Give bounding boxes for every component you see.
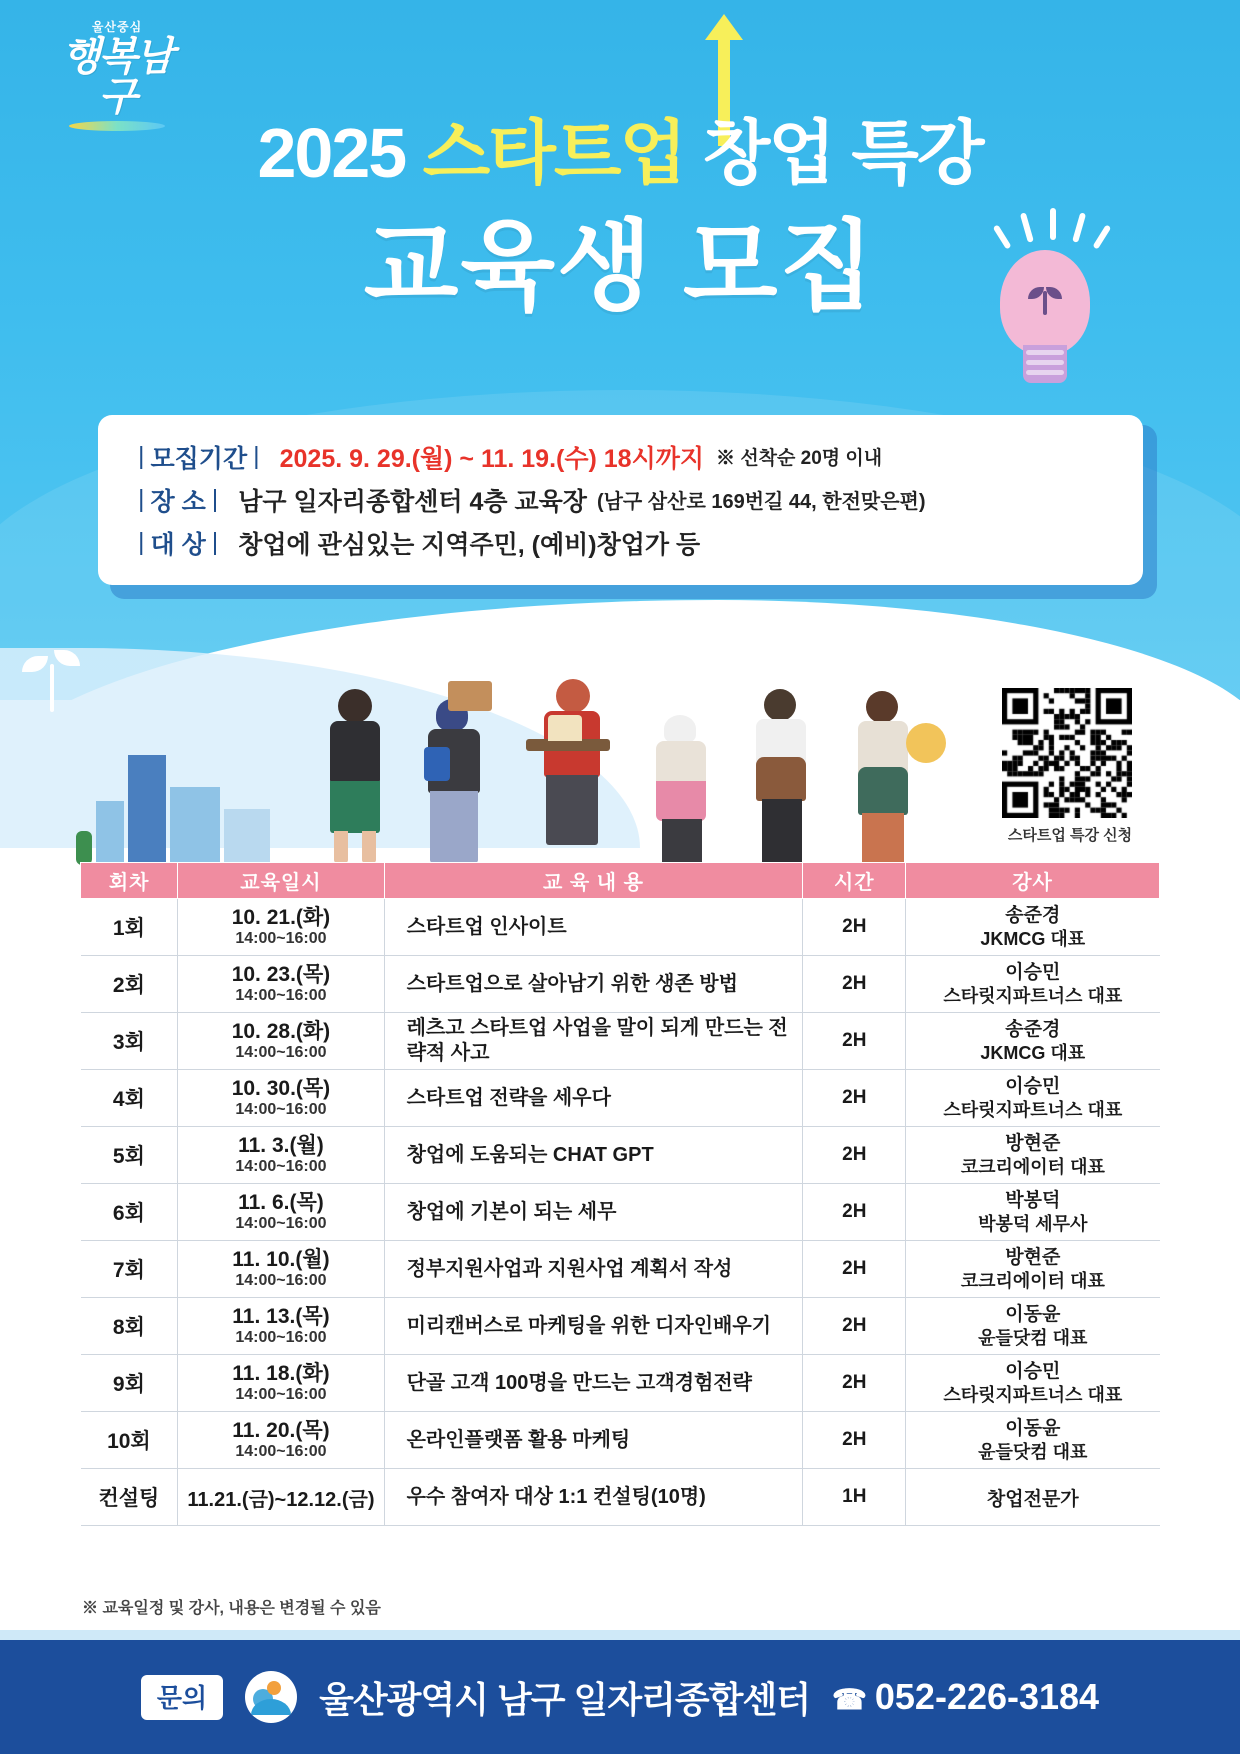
- cell-hours: 2H: [803, 1070, 906, 1127]
- table-note: ※ 교육일정 및 강사, 내용은 변경될 수 있음: [82, 1600, 381, 1617]
- title-suffix: 창업 특강: [685, 114, 983, 192]
- lecturer-org: 윤들닷컴 대표: [978, 1327, 1088, 1348]
- cell-date-day: 11. 10.(월): [232, 1247, 330, 1271]
- inquiry-badge: 문의: [141, 1675, 223, 1720]
- cell-session-no: 5회: [81, 1127, 178, 1184]
- center-logo-icon: [245, 1671, 297, 1723]
- info-row-place: [132, 478, 1109, 521]
- lecturer-name: 이승민: [1005, 961, 1061, 983]
- lecturer-name: 송준경: [1005, 904, 1061, 926]
- cell-date-time: 14:00~16:00: [235, 1272, 327, 1290]
- info-note-place: (남구 삼산로 169번길 44, 한전맞은편): [596, 491, 926, 513]
- table-head: [81, 863, 1160, 899]
- qr-code-image[interactable]: [1002, 688, 1132, 818]
- person-illustration: [640, 695, 730, 865]
- lecturer-org: 코크리에이터 대표: [960, 1270, 1105, 1291]
- cell-session-no: 3회: [81, 1013, 178, 1070]
- cell-date: [178, 1127, 384, 1184]
- cell-lecturer: [906, 1298, 1160, 1355]
- table-row: [81, 1355, 1160, 1412]
- footer-bar: [0, 1640, 1240, 1754]
- phone-icon: ☎: [832, 1684, 867, 1715]
- cell-lecturer: [906, 1127, 1160, 1184]
- table-row: [81, 1298, 1160, 1355]
- logo-top-text: 울산중심: [91, 20, 143, 34]
- cell-date-day: 11. 13.(목): [232, 1304, 330, 1328]
- lecturer-name: 이승민: [1005, 1360, 1061, 1382]
- lecturer-name: 방현준: [1005, 1246, 1061, 1268]
- cell-date-day: 10. 30.(목): [231, 1076, 331, 1100]
- qr-code-block[interactable]: [1002, 688, 1138, 845]
- cell-hours: 2H: [803, 1355, 906, 1412]
- cell-date-time: 14:00~16:00: [235, 1044, 327, 1062]
- cell-title: 스타트업으로 살아남기 위한 생존 방법: [384, 956, 803, 1013]
- schedule-table: [80, 862, 1160, 1526]
- cell-date-day: 10. 21.(화): [231, 905, 331, 929]
- cell-date-day: 11. 18.(화): [232, 1361, 330, 1385]
- namgu-logo: [52, 18, 182, 119]
- building-icon: [224, 809, 270, 865]
- th-time: 시간: [803, 863, 906, 899]
- lecturer-name: 송준경: [1005, 1018, 1061, 1040]
- info-row-target: [132, 521, 1109, 564]
- info-label-text: 장 소: [150, 487, 206, 516]
- title-line-1: [0, 114, 1240, 192]
- cell-title: 창업에 도움되는 CHAT GPT: [384, 1127, 803, 1184]
- cell-hours: 2H: [803, 1298, 906, 1355]
- info-label-text: 대 상: [150, 530, 206, 559]
- cell-title: 창업에 기본이 되는 세무: [384, 1184, 803, 1241]
- lightbulb-base-icon: [1023, 345, 1067, 383]
- cell-lecturer: [906, 1412, 1160, 1469]
- cell-lecturer: [906, 1184, 1160, 1241]
- cell-date-time: 14:00~16:00: [235, 1101, 327, 1119]
- person-illustration: [310, 685, 400, 865]
- title-prefix: 2025: [257, 114, 423, 192]
- lecturer-name: 방현준: [1005, 1132, 1061, 1154]
- cell-date-time: 14:00~16:00: [235, 1386, 327, 1404]
- cell-lecturer: [906, 1013, 1160, 1070]
- cell-hours: 2H: [803, 1184, 906, 1241]
- person-illustration: [840, 687, 950, 865]
- table-row: [81, 956, 1160, 1013]
- cell-session-no: 4회: [81, 1070, 178, 1127]
- table-row: [81, 1127, 1160, 1184]
- cell-session-no: 7회: [81, 1241, 178, 1298]
- building-icon: [170, 787, 220, 865]
- footer-org-name: 울산광역시 남구 일자리종합센터: [319, 1678, 810, 1720]
- qr-caption: 스타트업 특강 신청: [1007, 827, 1133, 844]
- cell-hours: 2H: [803, 899, 906, 956]
- cell-date-time: 14:00~16:00: [235, 1443, 327, 1461]
- cell-session-no: 8회: [81, 1298, 178, 1355]
- cell-lecturer: [906, 1070, 1160, 1127]
- cell-date-time: 14:00~16:00: [235, 987, 327, 1005]
- cell-lecturer: [906, 1355, 1160, 1412]
- cell-date-day: 11. 20.(목): [232, 1418, 330, 1442]
- cell-date-time: 14:00~16:00: [235, 1215, 327, 1233]
- info-label: | 모집기간 |: [132, 439, 266, 475]
- cell-date: [178, 1241, 384, 1298]
- lecturer-name: 박봉덕: [1005, 1189, 1061, 1211]
- footer-phone[interactable]: [832, 1676, 1099, 1718]
- cell-title: 스타트업 인사이트: [384, 899, 803, 956]
- building-icon: [128, 755, 166, 865]
- info-row-period: [132, 435, 1109, 478]
- info-box: [98, 415, 1143, 585]
- lecturer-name: 이동윤: [1005, 1417, 1061, 1439]
- building-icon: [96, 801, 124, 865]
- table-header-row: [81, 863, 1160, 899]
- table-row: [81, 1412, 1160, 1469]
- lecturer-name: 이승민: [1005, 1075, 1061, 1097]
- cell-date: [178, 899, 384, 956]
- tree-icon: [76, 831, 92, 865]
- th-no: 회차: [81, 863, 178, 899]
- lecturer-org: 윤들닷컴 대표: [978, 1441, 1088, 1462]
- cell-date-day: 10. 28.(화): [231, 1019, 331, 1043]
- cell-date: [178, 1298, 384, 1355]
- lecturer-org: JKMCG 대표: [980, 928, 1086, 949]
- lecturer-org: 코크리에이터 대표: [960, 1156, 1105, 1177]
- cell-hours: 2H: [803, 1412, 906, 1469]
- cell-date: [178, 1013, 384, 1070]
- info-label: | 장 소 |: [132, 482, 224, 518]
- title-line-2: 교육생 모집: [363, 211, 877, 321]
- table-row-consulting: 컨설팅 11.21.(금)~12.12.(금) 우수 참여자 대상 1:1 컨설팅(10명) 1H 창업전문가: [81, 1469, 1160, 1526]
- lecturer-org: JKMCG 대표: [980, 1042, 1086, 1063]
- leaf-decor-icon: [1140, 700, 1210, 770]
- cell-date: [178, 1355, 384, 1412]
- lecturer-name: 이동윤: [1005, 1303, 1061, 1325]
- logo-main-text: 행복남구: [62, 35, 172, 119]
- title-highlight: 스타트업: [422, 114, 686, 192]
- cell-date-time: 14:00~16:00: [235, 1158, 327, 1176]
- lecturer-org: 스타릿지파트너스 대표: [943, 1384, 1123, 1405]
- person-illustration: [520, 677, 630, 865]
- info-note-period: ※ 선착순 20명 이내: [716, 448, 883, 469]
- info-value-place: 남구 일자리종합센터 4층 교육장: [238, 487, 587, 516]
- cell-session-no: 10회: [81, 1412, 178, 1469]
- cell-date-day: 11. 3.(월): [238, 1133, 324, 1157]
- cell-date: [178, 956, 384, 1013]
- bulb-ray-icon: [1050, 208, 1056, 240]
- table-row: [81, 899, 1160, 956]
- footer-divider: [0, 1630, 1240, 1640]
- cell-date-time: 14:00~16:00: [235, 1329, 327, 1347]
- table-row: [81, 1013, 1160, 1070]
- cell-title: 정부지원사업과 지원사업 계획서 작성: [384, 1241, 803, 1298]
- schedule-table-wrapper: [80, 862, 1160, 1526]
- cell-title: 단골 고객 100명을 만드는 고객경험전략: [384, 1355, 803, 1412]
- person-illustration: [410, 685, 500, 865]
- cell-title: 온라인플랫폼 활용 마케팅: [384, 1412, 803, 1469]
- cell-title: 레츠고 스타트업 사업을 말이 되게 만드는 전략적 사고: [384, 1013, 803, 1070]
- table-body: [81, 899, 1160, 1526]
- info-value-target: 창업에 관심있는 지역주민, (예비)창업가 등: [238, 530, 701, 559]
- lecturer-org: 스타릿지파트너스 대표: [943, 1099, 1123, 1120]
- cell-session-no: 6회: [81, 1184, 178, 1241]
- table-row: [81, 1241, 1160, 1298]
- cell-hours: 2H: [803, 1127, 906, 1184]
- cell-date: [178, 1412, 384, 1469]
- cell-lecturer: [906, 1241, 1160, 1298]
- cell-session-no: 1회: [81, 899, 178, 956]
- person-illustration: [740, 685, 830, 865]
- lecturer-org: 박봉덕 세무사: [978, 1213, 1088, 1234]
- leaf-decor-icon: [18, 650, 88, 720]
- cell-title: 스타트업 전략을 세우다: [384, 1070, 803, 1127]
- table-row: [81, 1184, 1160, 1241]
- th-title: 교 육 내 용: [384, 863, 803, 899]
- footer-phone-number: 052-226-3184: [874, 1676, 1100, 1717]
- cell-session-no: 9회: [81, 1355, 178, 1412]
- lecturer-org: 스타릿지파트너스 대표: [943, 985, 1123, 1006]
- cell-title: 미리캔버스로 마케팅을 위한 디자인배우기: [384, 1298, 803, 1355]
- th-lect: 강사: [906, 863, 1160, 899]
- cell-date-time: 14:00~16:00: [235, 930, 327, 948]
- cell-date: [178, 1070, 384, 1127]
- cell-lecturer: [906, 899, 1160, 956]
- cell-date: [178, 1184, 384, 1241]
- cell-lecturer: [906, 956, 1160, 1013]
- info-label: | 대 상 |: [132, 525, 224, 561]
- info-label-text: 모집기간: [150, 444, 248, 473]
- sprout-icon: [1030, 283, 1060, 315]
- cell-hours: 2H: [803, 1241, 906, 1298]
- cell-hours: 2H: [803, 956, 906, 1013]
- th-date: 교육일시: [178, 863, 384, 899]
- cell-session-no: 2회: [81, 956, 178, 1013]
- cell-hours: 2H: [803, 1013, 906, 1070]
- cell-date-day: 11. 6.(목): [238, 1190, 324, 1214]
- table-row: [81, 1070, 1160, 1127]
- info-value-period: 2025. 9. 29.(월) ~ 11. 19.(수) 18시까지: [279, 444, 705, 473]
- cell-date-day: 10. 23.(목): [231, 962, 331, 986]
